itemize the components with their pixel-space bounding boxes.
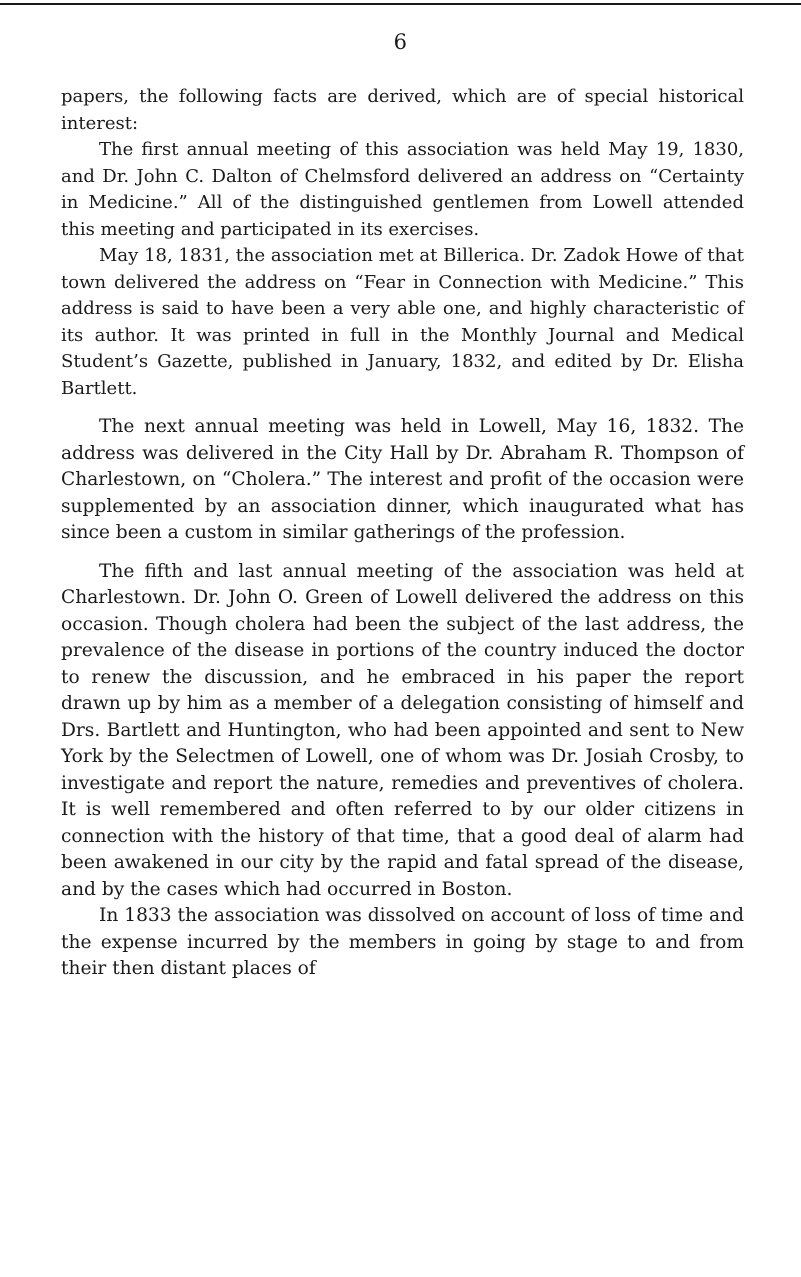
paragraph: The fifth and last annual meeting of the association was held at Charlestown. Dr. John O. Green of Lowell delivered the address on this occasion. Though cholera had been the subject of the last address, the prevalence of the disease in portions of the country induced the doctor to renew the discussion, and he embraced in his paper the report drawn up by him as a member of a delegation consisting of himself and Drs. Bartlett and Huntington, who had been appointed and sent to New York by the Selectmen of Lowell, one of whom was Dr. Josiah Crosby, to investigate and report the nature, remedies and preventives of cholera. It is well remembered and often referred to by our older citizens in connection with the history of that time, that a good deal of alarm had been awakened in our city by the rapid and fatal spread of the disease, and by the cases which had occurred in Boston. <box>61 560 744 900</box>
top-rule <box>0 3 801 5</box>
page-body <box>61 84 744 983</box>
page-number: 6 <box>393 30 408 54</box>
paragraph: May 18, 1831, the association met at Billerica. Dr. Zadok Howe of that town delivered the address on “Fear in Connection with Medicine.” This address is said to have been a very able one, and highly characteristic of its author. It was printed in full in the Monthly Journal and Medical Student’s Gazette, published in January, 1832, and edited by Dr. Elisha Bartlett. <box>61 245 744 399</box>
paragraph: The next annual meeting was held in Lowell, May 16, 1832. The address was delivered in the City Hall by Dr. Abraham R. Thompson of Charlestown, on “Cholera.” The interest and profit of the occasion were supplemented by an association dinner, which inaugurated what has since been a custom in similar gatherings of the profession. <box>61 416 744 543</box>
paragraph: papers, the following facts are derived, which are of special historical interest: <box>61 86 744 134</box>
body-lower <box>61 414 744 983</box>
paragraph-gap <box>61 547 744 559</box>
paragraph: The first annual meeting of this association was held May 19, 1830, and Dr. John C. Dalton of Chelmsford delivered an address on “Certainty in Medicine.” All of the distinguished gentlemen from Lowell attended this meeting and participated in its exercises. <box>61 139 744 240</box>
body-upper <box>61 84 744 402</box>
paragraph: In 1833 the association was dissolved on account of loss of time and the expense incurred by the members in going by stage to and from their then distant places of <box>61 905 744 979</box>
paragraph-gap <box>61 402 744 414</box>
